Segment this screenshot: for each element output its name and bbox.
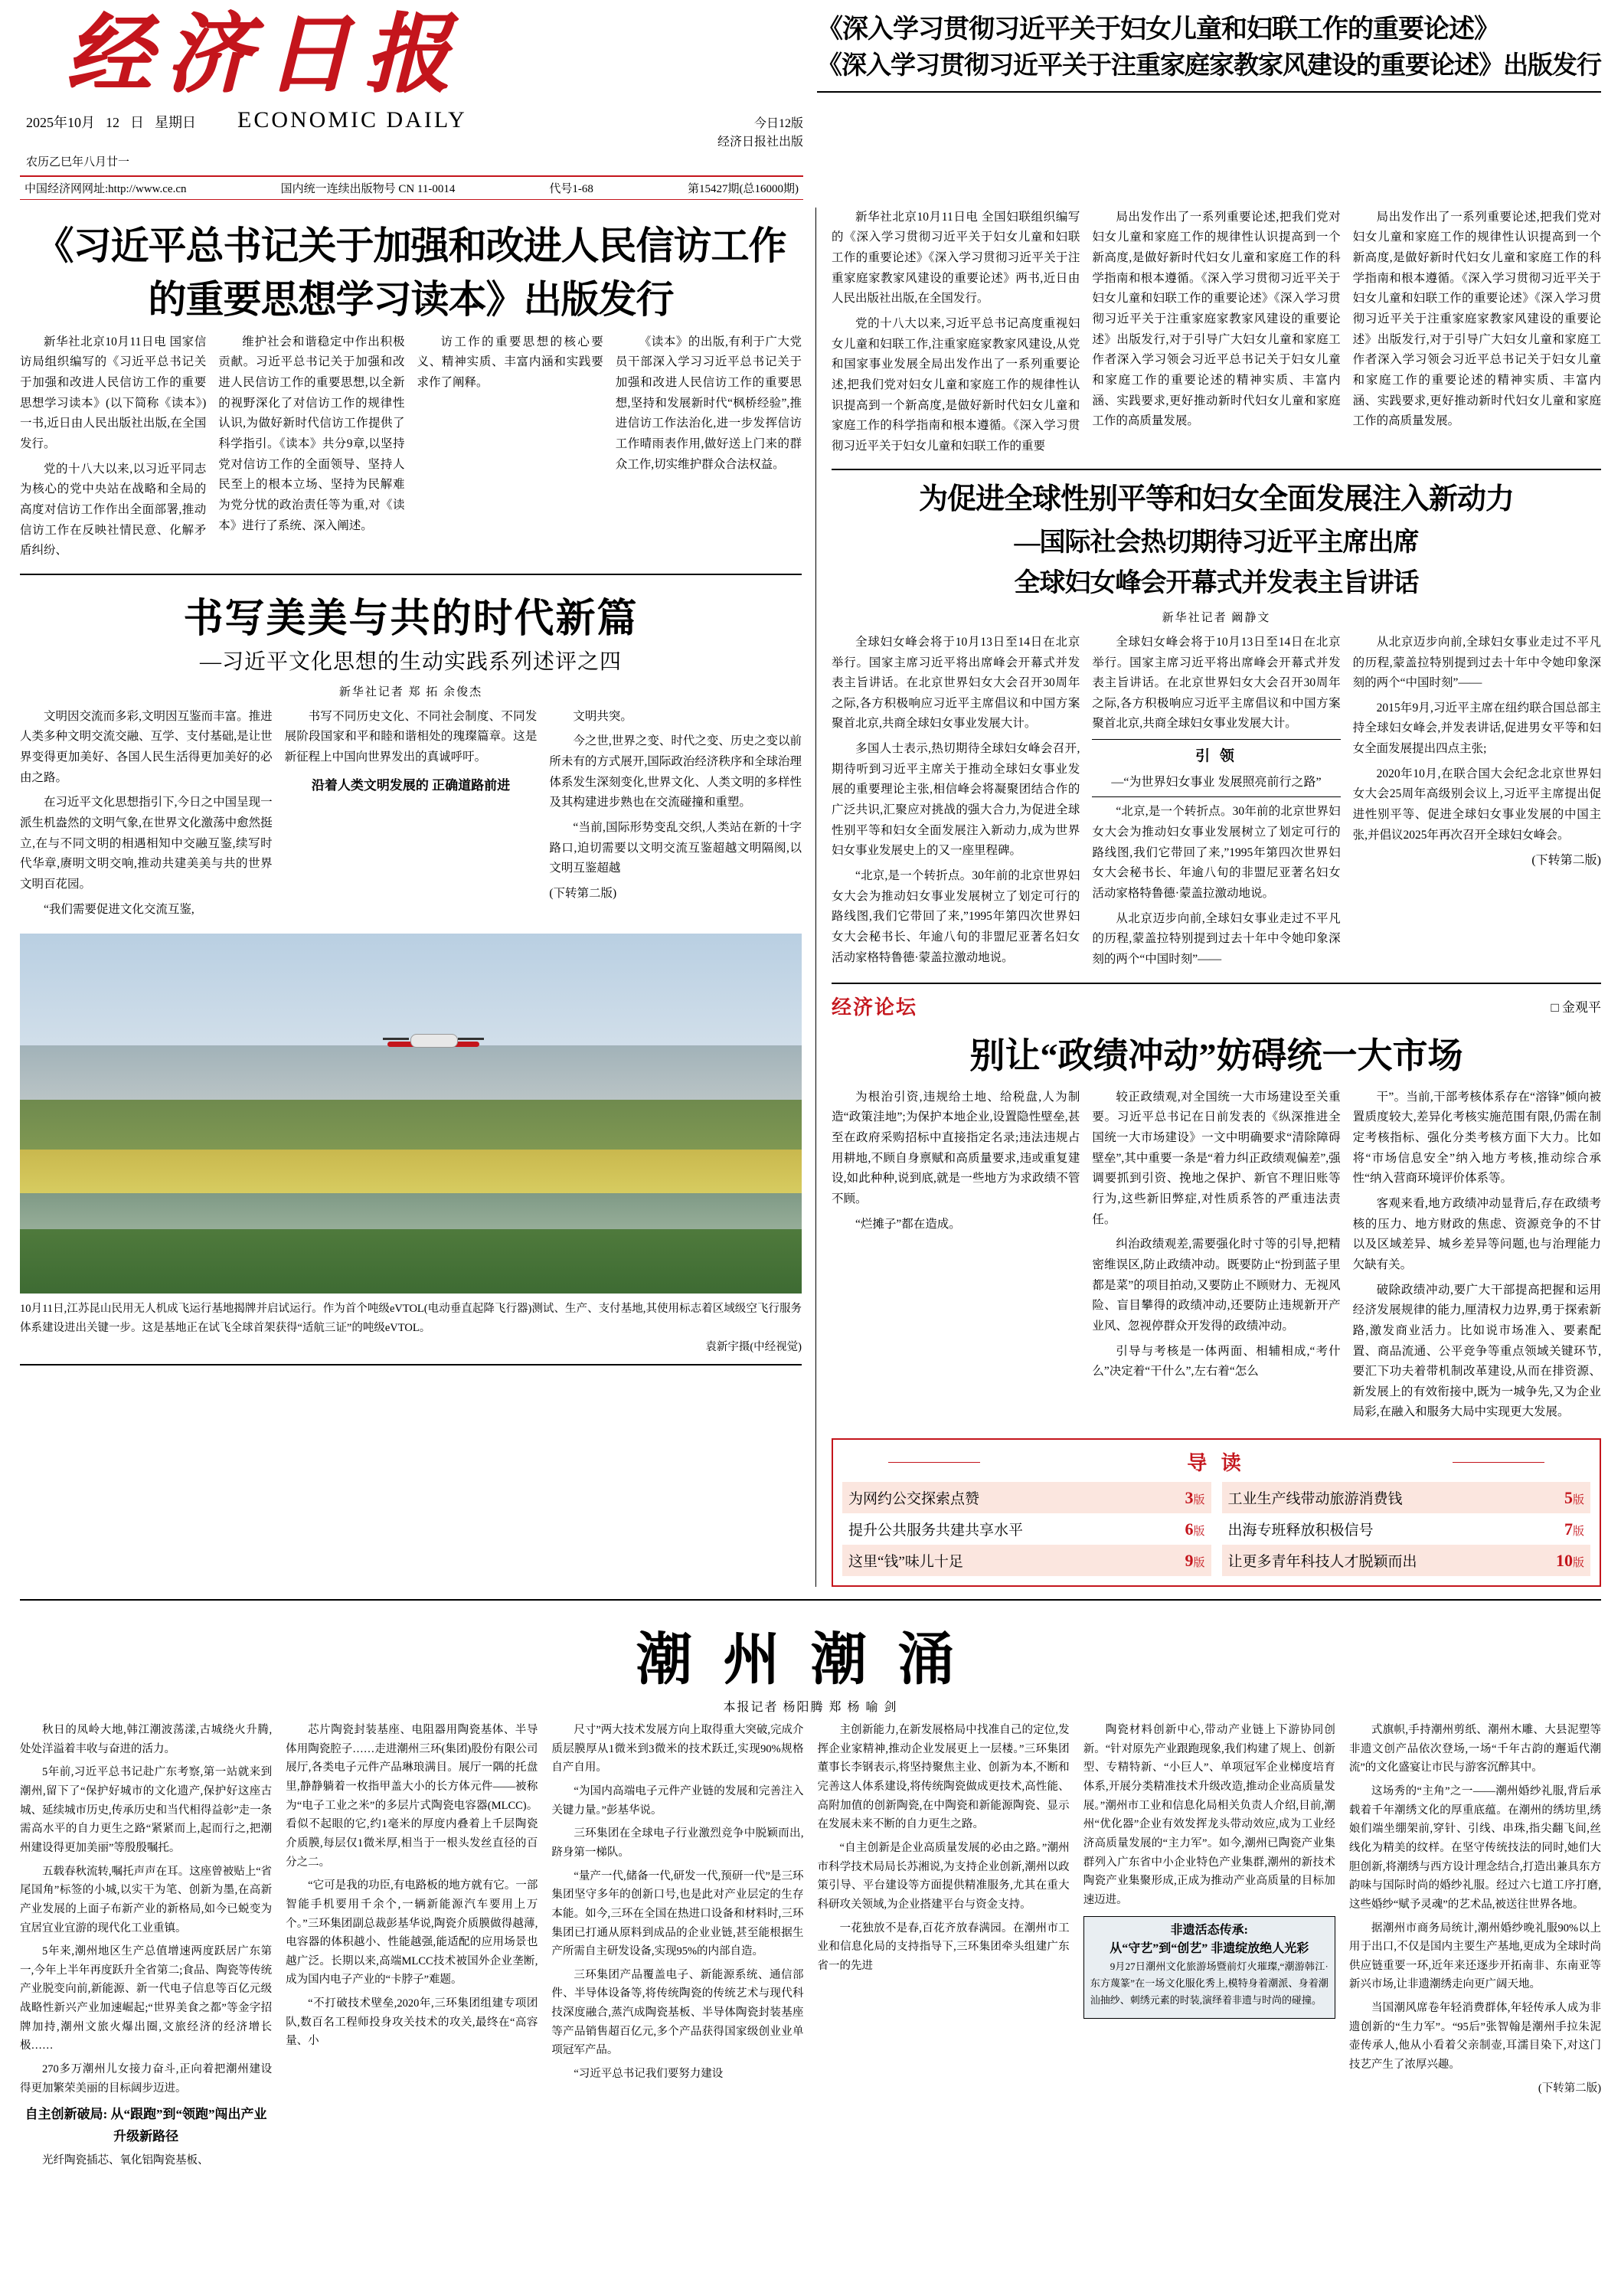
b-para: 270多万潮州儿女接力奋斗,正向着把潮州建设得更加繁荣美丽的目标阔步迈进。 — [20, 2063, 273, 2095]
feature-title: 潮州潮涌 — [636, 1629, 985, 1693]
right-cont-note: (下转第二版) — [1531, 854, 1601, 868]
f-para: 客观来看,地方政绩冲动显背后,存在政绩考核的压力、地方财政的焦虑、资源竞争的不甘以及区域差异、城乡差异等问题,也与治理能力欠缺有关。 — [1352, 1196, 1601, 1271]
guide-item[interactable] — [1222, 1513, 1591, 1545]
f-para: 较正政绩观,对全国统一大市场建设至关重要。习近平总书记在日前发表的《纵深推进全国统一大市场建设》一文中明确要求“清除障碍壁垒”,其中重要一条是“着力纠正政绩观偏差”,强调要抓到引资、挽地之保护、新官不理旧账等行为,这些新旧弊症,对性质系答的严重违法责任。 — [1092, 1090, 1341, 1226]
guide-item[interactable] — [1222, 1482, 1591, 1513]
a2-para: “我们需要促进文化交流互鉴, — [44, 902, 194, 916]
f-para: 干”。当前,干部考核体系存在“溶锋”倾向被置质度较大,差异化考核实施范围有限,仍需在制定考核指标、强化分类考核方面下大力。比如将“市场信息安全”纳入地方考核,推动综合承性“纳入营商环境评价体系等。 — [1352, 1090, 1601, 1186]
b-para: “自主创新是企业高质量发展的必由之路。”潮州市科学技术局局长苏湘说,为支持企业创新,潮州以政策引导、平台建设等方面提供精准服务,尤其在重大科研攻关领域,为企业搭建平台与资金支持。 — [817, 1841, 1070, 1911]
b-para: “为国内高端电子元件产业链的发展和完善注入关键力量。”彭基华说。 — [551, 1785, 804, 1817]
guide-item-label: 让更多青年科技人才脱颖而出 — [1227, 1554, 1417, 1571]
guide-item[interactable] — [842, 1482, 1211, 1513]
bottom-feature — [20, 1599, 1601, 2175]
b-para: 5年前,习近平总书记赴广东考察,第一站就来到潮州,留下了“保护好城市的文化遗产,保护好这座古城、延续城市历史,传承历史和当代相得益彰”走一条需高水平的自力更生之路“紧紧而上,起而行之,把潮州建设得更加美丽”等殷殷嘱托。 — [20, 1766, 273, 1854]
guide-item[interactable] — [842, 1513, 1211, 1545]
guide-column-right — [1222, 1482, 1591, 1576]
masthead — [20, 8, 1601, 200]
guide-item-label: 这里“钱”味儿十足 — [848, 1554, 963, 1571]
b-para: 这场秀的“主角”之一——潮州婚纱礼服,背后承载着千年潮绣文化的厚重底蕴。在潮州的绣坊里,绣娘们端坐绷架前,穿针、引线、串珠,指尖翻飞间,丝线化为精美的纹样。在坚守传统技法的同时,她们大胆创新,将潮绣与西方设计理念结合,打造出兼具东方韵味与国际时尚的婚纱礼服。经过六七道工序打磨,这些婚纱“赋予灵魂”的艺术品,被送往世界各地。 — [1348, 1785, 1602, 1911]
f-para: 为根治引资,违规给土地、给税盘,人为制造“政策洼地”;为保护本地企业,设置隐性壁垒,甚至在政府采购招标中直接指定名录;违法违规占用耕地,不顾自身禀赋和高质量要求,违或重复建设,如此种种,说到底,就是一些地方为求政绩不管不顾。 — [832, 1090, 1080, 1205]
feature-sidebar-box — [1083, 1916, 1335, 2019]
feature-cont-note: (下转第二版) — [1538, 2082, 1602, 2095]
b-para: 一花独放不是春,百花齐放春满园。在潮州市工业和信息化局的支持指导下,三环集团牵头组建广东省一的先进 — [817, 1922, 1070, 1972]
b-para: 当国潮风席卷年轻消费群体,年轻传承人成为非遗创新的“生力军”。“95后”张智翰是潮州手拉朱泥壶传承人,他从小看着父亲制壶,耳濡目染下,对这门技艺产生了浓厚兴趣。 — [1348, 2002, 1602, 2072]
b-para: “习近平总书记我们要努力建设 — [574, 2068, 724, 2081]
b-para: “不打破技术壁垒,2020年,三环集团组建专项团队,数百名工程师投身攻关技术的攻关,最终在“高容量、小 — [286, 1997, 538, 2048]
right-headline: 为促进全球性别平等和妇女全面发展注入新动力 — [918, 483, 1514, 516]
a2-para: 书写不同历史文化、不同社会制度、不同发展阶段国家和平和睦和谐相处的瑰璨篇章。这是新征程上中国向世界发出的真诚呼吁。 — [284, 709, 538, 764]
forum-headline: 别让“政绩冲动”妨碍统一大市场 — [969, 1035, 1463, 1075]
guide-item-label: 出海专班释放积极信号 — [1227, 1522, 1374, 1539]
sidebar-box-title: 非遗活态传承: — [1170, 1923, 1248, 1937]
r1-para: 局出发作出了一系列重要论述,把我们党对妇女儿童和家庭工作的规律性认识提高到一个新高度,是做好新时代妇女儿童和家庭工作的科学指南和根本遵循。《深入学习贯彻习近平关于妇女儿童和妇联工作的重要论述》《深入学习贯彻习近平关于注重家庭家教家风建设的重要论述》出版发行,对于引导广大妇女儿童和家庭工作者深入学习领会习近平总书记关于妇女儿童和家庭工作的重要论述的精神实质、丰富内涵、实践要求,更好推动新时代妇女儿童和家庭工作的高质量发展。 — [1352, 210, 1601, 428]
drone-rotor-right — [458, 1038, 484, 1040]
guide-column-left — [842, 1482, 1211, 1576]
article2-cont-note: (下转第二版) — [549, 887, 617, 901]
b-para: “它可是我的功臣,有电路板的地方就有它。一部智能手机要用千余个,一辆新能源汽车要用上万个。”三环集团副总裁彭基华说,陶瓷介质膜做得越薄,电容器的体积越小、性能越强,能适配的应用场景也越广泛。长期以来,高端MLCC技术被国外企业垄断,成为国内电子产业的“卡脖子”难题。 — [286, 1879, 538, 1987]
article2-headline: 书写美美与共的时代新篇 — [183, 597, 639, 641]
b-para: 主创新能力,在新发展格局中找准自己的定位,发挥企业家精神,推动企业发展更上一层楼。”三环集团董事长李钢表示,将坚持聚焦主业、创新为本,不断和完善这人体系建设,将传统陶瓷做成更技术,高性能、高附加值的创新陶瓷,在中陶瓷和新能源陶瓷、显示在发展未来不断的自力更生之路。 — [817, 1724, 1070, 1831]
right-news1 — [832, 208, 1601, 462]
lead-para: 维护社会和谐稳定中作出积极贡献。习近平总书记关于加强和改进人民信访工作的重要思想,以全新的视野深化了对信访工作的规律性认识,为做好新时代信访工作提供了科学指引。《读本》共分9章,以坚持党对信访工作的全面领导、坚持人民至上的根本立场、坚持为民解难为党分忧的政治责任等为重,对《读本》进行了系统、深入阐述。 — [218, 335, 405, 532]
right-column — [816, 208, 1601, 1588]
b-para: 光纤陶瓷插芯、氧化铝陶瓷基板、 — [42, 2154, 209, 2167]
feature-col-6 — [1349, 1721, 1601, 2175]
weekday: 星期日 — [155, 114, 196, 130]
drone-cabin — [410, 1034, 458, 1048]
guide-item-page: 5版 — [1564, 1487, 1584, 1507]
top-banner-line2: 《深入学习贯彻习近平关于注重家庭家教家风建设的重要论述》出版发行 — [817, 52, 1601, 80]
a2-para: 今之世,世界之变、时代之变、历史之变以前所未有的方式展开,国际政治经济秩序和全球治理体系发生深刻变化,世界文化、人类文明的多样性及其构建进步熟也在交流碰撞和重塑。 — [549, 734, 802, 809]
sidebar-box-subtitle: 从“守艺”到“创艺” 非遗绽放绝人光彩 — [1110, 1941, 1309, 1955]
a2-para: 在习近平文化思想指引下,今日之中国呈现一派生机盎然的文明气象,在世界文化激荡中愈然挺立,在与不同文明的相遇相知中交融互鉴,续写时代华章,赓明文明交响,推动共建美美与共的世界文明百花园。 — [20, 796, 273, 891]
feature-col-1 — [20, 1721, 272, 2175]
guide-item-label: 提升公共服务共建共享水平 — [848, 1522, 1024, 1539]
pull-quote-title: 引 领 — [1195, 748, 1237, 765]
right-subhead-1: —国际社会热切期待习近平主席出席 — [1014, 528, 1419, 558]
guide-item-page: 6版 — [1185, 1519, 1205, 1539]
forum-body — [832, 1087, 1601, 1428]
feature-subhead-1: 自主创新破局: 从“跟跑”到“领跑”闯出产业升级新路径 — [25, 2107, 267, 2144]
postal-code: 代号1-68 — [549, 182, 593, 195]
top-banner-block — [803, 11, 1601, 97]
pull-quote — [1092, 739, 1340, 797]
b-para: 五载春秋流转,嘱托声声在耳。这座曾被贴上“省尾国角”标签的小城,以实干为笔、创新为墨,在高新产业发展的上面子布新产业的新格局,如今已蜕变为宜居宜业宜游的现代化工业重镇。 — [20, 1865, 273, 1935]
divider — [20, 574, 802, 575]
b-para: 三环集团在全球电子行业激烈竞争中脱颖而出,跻身第一梯队。 — [551, 1827, 804, 1859]
lead-para: 访工作的重要思想的核心要义、精神实质、丰富内涵和实践要求作了阐释。 — [417, 335, 603, 389]
today-pages: 今日12版 — [753, 116, 803, 130]
f-para: 引导与考核是一体两面、相辅相成,“考什么”决定着“干什么”,左右着“怎么 — [1092, 1344, 1341, 1379]
article2-subhead: —习近平文化思想的生动实践系列述评之四 — [199, 649, 622, 674]
evtol-aircraft — [387, 1031, 479, 1058]
drone-rotor-left — [383, 1038, 409, 1040]
lead-para: 党的十八大以来,以习近平同志为核心的党中央站在战略和全局的高度对信访工作作出全面部署,推动信访工作在反映社情民意、化解矛盾纠纷、 — [20, 462, 207, 558]
issn: 国内统一连续出版物号 CN 11-0014 — [280, 182, 456, 195]
guide-item-label: 为网约公交探索点赞 — [848, 1491, 980, 1508]
publish-day-suffix: 日 — [130, 114, 144, 130]
masthead-left — [20, 8, 803, 200]
website[interactable]: 中国经济网网址:http://www.ce.cn — [25, 182, 187, 195]
guide-item[interactable] — [842, 1545, 1211, 1576]
right-subhead-2: 全球妇女峰会开幕式并发表主旨讲话 — [1014, 569, 1419, 598]
b-para: 芯片陶瓷封装基座、电阻器用陶瓷基体、半导体用陶瓷腔子……走进潮州三环(集团)股份有限公司展厅,各类电子元件产品琳琅满目。展厅一隅的托盘里,静静躺着一枚指甲盖大小的长方体元件——被称为“电子工业之米”的多层片式陶瓷电容器(MLCC)。看似不起眼的它,约1毫米的厚度内叠着上千层陶瓷介质膜,每层仅1微米厚,相当于一根头发丝直径的百分之二。 — [286, 1724, 538, 1869]
b-para: 尺寸”两大技术发展方向上取得重大突破,完成介质层膜厚从1微米到3微米的技术跃迁,实现90%规格自产自用。 — [551, 1724, 804, 1774]
feature-col-4 — [818, 1721, 1070, 2175]
r2-para: 2015年9月,习近平主席在纽约联合国总部主持全球妇女峰会,并发表讲话,促进男女平等和妇女全面发展提出四点主张; — [1352, 701, 1601, 756]
top-banner-line1: 《深入学习贯彻习近平关于妇女儿童和妇联工作的重要论述》 — [817, 15, 1499, 44]
news-photo — [20, 934, 802, 1294]
b-para: 5年来,潮州地区生产总值增速两度跃居广东第一,今年上半年再度跃升全省第二;食品、陶瓷等传统产业脱变向前,新能源、新一代电子信息等百亿元级战略性新兴产业加速崛起;“世界美食之都”等金字招牌加持,潮州文旅火爆出圈,文旅经济的经济增长极…… — [20, 1945, 273, 2052]
lead-para: 新华社北京10月11日电 国家信访局组织编写的《习近平总书记关于加强和改进人民信访工作的重要思想学习读本》(以下简称《读本》)一书,近日由人民出版社出版,在全国发行。 — [20, 335, 207, 450]
guide-item-page: 7版 — [1564, 1519, 1584, 1539]
left-column — [20, 208, 816, 1588]
issue-number: 第15427期(总16000期) — [687, 182, 799, 195]
r2-para: “北京,是一个转折点。30年前的北京世界妇女大会为推动妇女事业发展树立了划定可行的路线图,我们它带回了来,”1995年第四次世界妇女大会秘书长、年逾八旬的非盟尼亚著名妇女活动家格特鲁德·蒙盖拉激动地说。 — [1092, 805, 1341, 901]
feature-byline: 本报记者 杨阳腾 郑 杨 喻 剑 — [723, 1701, 898, 1715]
r2-para: 从北京迈步向前,全球妇女事业走过不平凡的历程,蒙盖拉特别提到过去十年中令她印象深刻的两个“中国时刻”—— — [1092, 911, 1341, 966]
feature-col-5 — [1083, 1721, 1335, 2175]
main-columns — [20, 208, 1601, 1588]
b-para: 三环集团产品覆盖电子、新能源系统、通信部件、半导体设备等,将传统陶瓷的传统艺术与现代科技深度融合,蒸汽成陶瓷基板、半导体陶瓷封装基座等产品销售超百亿元,多个产品获得国家级创业业单项冠军产品。 — [551, 1968, 804, 2057]
photo-foreground — [20, 1229, 802, 1294]
publisher: 经济日报社出版 — [717, 135, 803, 149]
guide-title: 导 读 — [842, 1447, 1590, 1476]
lead-para: 《读本》的出版,有利于广大党员干部深入学习习近平总书记关于加强和改进人民信访工作的重要思想,坚持和发展新时代“枫桥经验”,推进信访工作法治化,进一步发挥信访工作晴雨表作用,做好送上门来的群众工作,切实维护群众合法权益。 — [615, 335, 802, 471]
right-byline: 新华社记者 阚静文 — [1162, 611, 1271, 624]
a2-para: 文明共突。 — [573, 709, 632, 723]
b-para: “量产一代,储备一代,研发一代,预研一代”是三环集团坚守多年的创新口号,也是此对产业层定的生存本能。如今,三环在全国在热进口设备和材料时,三环集团已打通从原料到成品的企业业链,甚至能根据生产所需自主研发设备,实现95%的内部自造。 — [551, 1869, 804, 1958]
lead-body — [20, 332, 802, 566]
b-para: 陶瓷材料创新中心,带动产业链上下游协同创新。“针对原先产业跟跑现象,我们构建了规上、创新型、专精特新、“小巨人”、单项冠军企业梯度培育体系,开展分类精准技术升级改造,推动企业高质量发展。”潮州市工业和信息化局相关负责人介绍,目前,潮州“优化器”企业有效发挥龙头带动效应,成为工业经济高质量发展的“主力军”。如今,潮州已陶瓷产业集群列入广东省中小企业特色产业集群,潮州的新技术陶瓷产业集聚形成,正成为推动产业高质量的目标加速迈进。 — [1083, 1724, 1335, 1906]
feature-col-2 — [286, 1721, 538, 2175]
guide-grid — [842, 1482, 1590, 1576]
publish-day: 12 — [106, 114, 119, 130]
r2-para: 全球妇女峰会将于10月13日至14日在北京举行。国家主席习近平将出席峰会开幕式并发表主旨讲话。在北京世界妇女大会召开30周年之际,各方积极响应习近平主席倡议和中国方案聚首北京,共商全球妇女事业发展大计。 — [1092, 635, 1341, 731]
lunar-date: 农历乙巳年八月廿一 — [26, 155, 130, 168]
masthead-meta — [20, 107, 803, 152]
feature-col-3 — [551, 1721, 803, 2175]
f-para: “烂摊子”都在造成。 — [855, 1217, 961, 1231]
b-para: 秋日的凤岭大地,韩江潮波荡漾,古城绕火升腾,处处洋溢着丰收与奋进的活力。 — [20, 1724, 273, 1755]
r1-para: 党的十八大以来,习近平总书记高度重视妇女儿童和妇联工作,注重家庭家教家风建设,从党和国家事业发展全局出发作出了一系列重要论述,把我们党对妇女儿童和家庭工作的规律性认识提高到一个新高度,是做好新时代妇女儿童和家庭工作的科学指南和根本遵循。《深入学习贯彻习近平关于妇女儿童和妇联工作的重要 — [832, 316, 1080, 453]
masthead-rule — [20, 175, 803, 200]
a2-para: “当前,国际形势变乱交织,人类站在新的十字路口,迫切需要以文明交流互鉴超越文明隔阂,以文明互鉴超越 — [549, 821, 802, 875]
forum-label: 经济论坛 — [832, 996, 918, 1019]
guide-item-page: 10版 — [1555, 1550, 1584, 1570]
article2-byline: 新华社记者 郑 拓 余俊杰 — [338, 685, 483, 698]
article2-body — [20, 707, 802, 925]
forum-header — [832, 992, 1601, 1020]
photo-credit: 袁新宇摄(中经视觉) — [705, 1340, 802, 1353]
forum-author: □ 金观平 — [1551, 999, 1601, 1015]
r2-para: 2020年10月,在联合国大会纪念北京世界妇女大会25周年高级别会议上,习近平主席提出促进性别平等、促进全球妇女事业发展的中国主张,并倡议2025年再次召开全球妇女峰会。 — [1352, 767, 1601, 842]
edition-info — [717, 115, 803, 152]
article2-subtitle: 沿着人类文明发展的 正确道路前进 — [311, 777, 511, 793]
english-title: ECONOMIC DAILY — [237, 106, 467, 132]
publish-date: 2025年10月 — [26, 114, 95, 130]
r2-para: 多国人士表示,热切期待全球妇女峰会召开,期待听到习近平主席关于推动全球妇女事业发展的重要理论主张,相信峰会将凝聚团结合作的广泛共识,汇聚应对挑战的强大合力,为促进全球性别平等和妇女全面发展注入新动力,成为世界妇女事业发展史上的又一座里程碑。 — [832, 742, 1080, 858]
caption-text: 10月11日,江苏昆山民用无人机成飞运行基地揭牌并启试运行。作为首个吨级eVTOL(电动垂直起降飞行器)测试、生产、支付基地,其使用标志着区域级空飞行服务体系建设进出关键一步。这是基地正在试飞全球首架获得“适航三证”的吨级eVTOL。 — [20, 1303, 802, 1335]
divider — [20, 1364, 802, 1365]
a2-para: 文明因交流而多彩,文明因互鉴而丰富。推进人类多种文明交流交融、互学、支付基础,是让世界变得更加美好、各国人民生活得更加美好的必由之路。 — [20, 709, 273, 784]
guide-item[interactable] — [1222, 1545, 1591, 1576]
r2-para: “北京,是一个转折点。30年前的北京世界妇女大会为推动妇女事业发展树立了划定可行的路线图,我们它带回了来,”1995年第四次世界妇女大会秘书长、年逾八旬的非盟尼亚著名妇女活动家格特鲁德·蒙盖拉激动地说。 — [832, 869, 1080, 964]
b-para: 据潮州市商务局统计,潮州婚纱晚礼服90%以上用于出口,不仅是国内主要生产基地,更成为全球时尚供应链重要一环,近年来还逐步开拓南非、东南亚等新兴市场,让非遗潮绣走向更广阔天地。 — [1348, 1922, 1602, 1991]
f-para: 纠治政绩观差,需要强化时寸等的引导,把精密维误区,防止政绩冲动。既要防止“扮到蓝子里都是菜”的项目拍动,又要防止不顾财力、无视风险、盲目攀得的政绩冲动,还要防止违规新开产业风、忽视停群众开发得的政绩冲动。 — [1092, 1238, 1341, 1333]
r1-para: 新华社北京10月11日电 全国妇联组织编写的《深入学习贯彻习近平关于妇女儿童和妇联工作的重要论述》《深入学习贯彻习近平关于注重家庭家教家风建设的重要论述》两书,近日由人民出版社出版,在全国发行。 — [832, 210, 1080, 306]
divider — [832, 469, 1601, 470]
guide-item-page: 3版 — [1185, 1487, 1205, 1507]
r2-para: 从北京迈步向前,全球妇女事业走过不平凡的历程,蒙盖拉特别提到过去十年中令她印象深刻的两个“中国时刻”—— — [1352, 635, 1601, 690]
right-body — [832, 633, 1601, 975]
banner-divider — [817, 91, 1601, 93]
newspaper-logo: 经济日报 — [66, 8, 464, 103]
guide-item-label: 工业生产线带动旅游消费钱 — [1227, 1491, 1403, 1508]
r2-para: 全球妇女峰会将于10月13日至14日在北京举行。国家主席习近平将出席峰会开幕式并发表主旨讲话。在北京世界妇女大会召开30周年之际,各方积极响应习近平主席倡议和中国方案聚首北京,共商全球妇女事业发展大计。 — [832, 635, 1080, 731]
feature-body — [20, 1721, 1601, 2175]
sidebar-box-text: 9月27日潮州文化旅游场暨前灯火璀璨,“潮游韩江·东方蔑篆”在一场文化服化秀上,模特身着潮派、身着潮汕抽纱、刺绣元素的时装,演绎着非遗与时尚的碰撞。 — [1090, 1960, 1329, 2006]
f-para: 破除政绩冲动,要广大干部提高把握和运用经济发展规律的能力,厘清权力边界,勇于探索新路,激发商业活力。比如说市场准入、要素配置、商品流通、公平竞争等重点领域关键环节,要汇下功夫着带机制改革建设,从而在排资源、新发展上的有效衔接中,既为一城争先,又为企业局彩,在融入和服务大局中实现更大发展。 — [1352, 1283, 1601, 1419]
lead-headline-line2: 的重要思想学习读本》出版发行 — [148, 278, 674, 322]
r1-para: 局出发作出了一系列重要论述,把我们党对妇女儿童和家庭工作的规律性认识提高到一个新高度,是做好新时代妇女儿童和家庭工作的科学指南和根本遵循。《深入学习贯彻习近平关于妇女儿童和妇联工作的重要论述》《深入学习贯彻习近平关于注重家庭家教家风建设的重要论述》出版发行,对于引导广大妇女儿童和家庭工作者深入学习领会习近平总书记关于妇女儿童和家庭工作的重要论述的精神实质、丰富内涵、实践要求,更好推动新时代妇女儿童和家庭工作的高质量发展。 — [1092, 210, 1341, 428]
photo-block — [20, 934, 802, 1356]
pull-quote-text: —“为世界妇女事业 发展照亮前行之路” — [1111, 775, 1322, 789]
divider — [832, 983, 1601, 984]
guide-box — [832, 1438, 1601, 1587]
guide-item-page: 9版 — [1185, 1550, 1205, 1570]
photo-caption — [20, 1300, 802, 1356]
b-para: 式旗帜,手持潮州剪纸、潮州木雕、大县泥塑等非遗文创产品依次登场,一场“千年古韵的邂逅代潮流”的文化盛宴让市民与游客沉醉其中。 — [1348, 1724, 1602, 1774]
lead-headline-line1: 《习近平总书记关于加强和改进人民信访工作 — [35, 224, 786, 267]
